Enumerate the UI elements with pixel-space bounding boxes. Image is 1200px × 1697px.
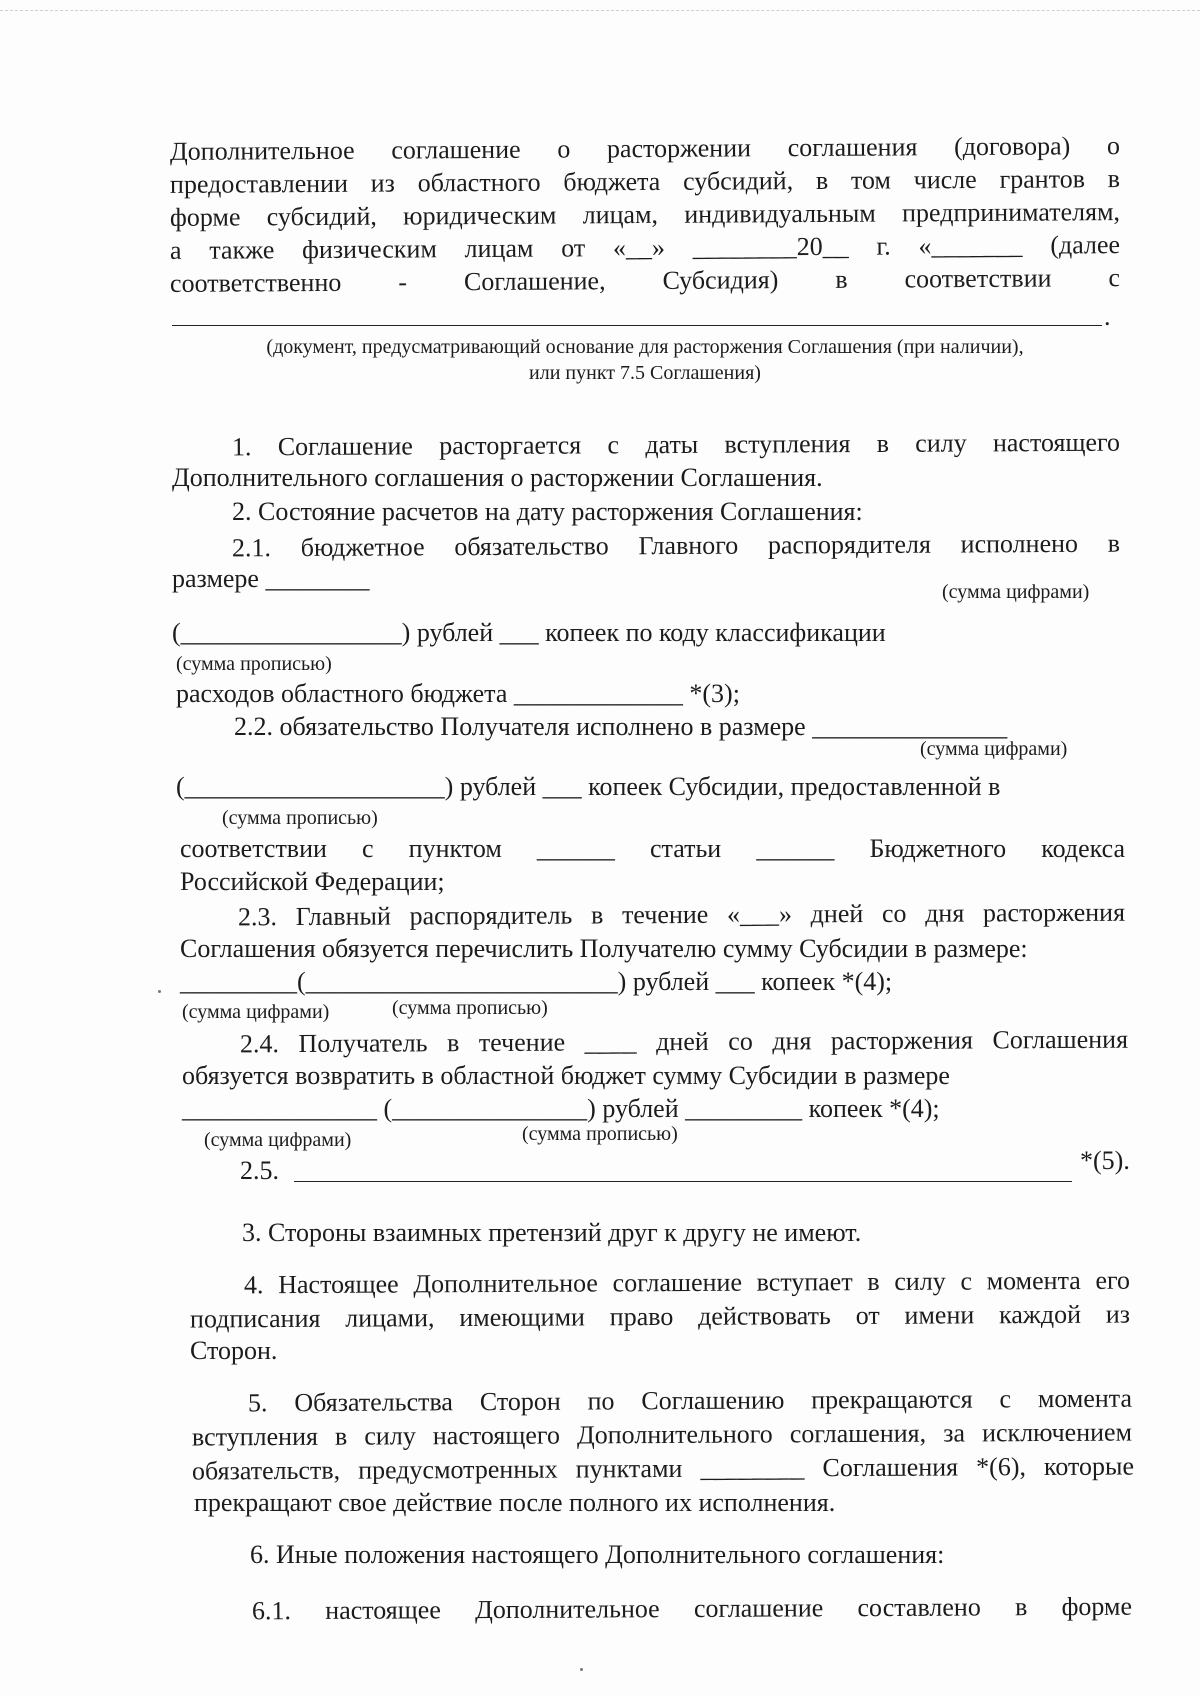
intro-line-1: Дополнительное соглашение о расторжении соглашения (договора) о	[169, 131, 1121, 166]
intro-line-3: форме субсидий, юридическим лицам, индивидуальным предпринимателям,	[169, 197, 1121, 232]
p24-line-1: 2.4. Получатель в течение ____ дней со дня расторжения Соглашения	[239, 1024, 1129, 1059]
p5-line-4: прекращают свое действие после полного их исполнения.	[194, 1488, 836, 1517]
p5-line-2: вступления в силу настоящего Дополнительного соглашения, за исключением	[191, 1417, 1133, 1452]
p2-line-1: 2. Состояние расчетов на дату расторжения Соглашения:	[232, 497, 863, 526]
p23-caption-words: (сумма прописью)	[392, 997, 548, 1019]
p23-caption-digits: (сумма цифрами)	[182, 1001, 330, 1023]
p22-line-3: соответствии с пунктом ______ статьи ______ Бюджетного кодекса	[180, 834, 1125, 863]
p5-line-1: 5. Обязательства Сторон по Соглашению прекращаются с момента	[247, 1383, 1133, 1418]
p21-caption-digits: (сумма цифрами)	[942, 581, 1090, 603]
p22-caption-words: (сумма прописью)	[222, 807, 378, 829]
p22-line-2: (____________________) рублей ___ копеек Субсидии, предоставленной в	[176, 772, 1001, 801]
p6-line-1: 6. Иные положения настоящего Дополнительного соглашения:	[250, 1540, 945, 1569]
scan-speck	[158, 990, 161, 993]
p21-line-4: расходов областного бюджета _____________ *(3);	[176, 679, 740, 708]
p24-caption-digits: (сумма цифрами)	[204, 1129, 352, 1151]
basis-caption-2: или пункт 7.5 Соглашения)	[529, 362, 761, 384]
intro-line-6-period: .	[1104, 302, 1111, 331]
p24-line-3: _______________ (_______________) рублей _________ копеек *(4);	[182, 1094, 940, 1123]
p61-line-1: 6.1. настоящее Дополнительное соглашение составлено в форме	[251, 1591, 1133, 1626]
intro-line-2: предоставлении из областного бюджета субсидий, в том числе грантов в	[169, 164, 1121, 199]
p22-caption-digits: (сумма цифрами)	[920, 738, 1068, 760]
p23-line-3: _________(________________________) рублей ___ копеек *(4);	[180, 967, 893, 996]
p4-line-2: подписания лицами, имеющими право действовать от имени каждой из	[189, 1299, 1131, 1334]
p4-line-1: 4. Настоящее Дополнительное соглашение вступает в силу с момента его	[243, 1265, 1131, 1300]
p21-line-2: размере ________	[172, 564, 370, 593]
p4-line-3: Сторон.	[190, 1336, 278, 1365]
p24-caption-words: (сумма прописью)	[522, 1123, 678, 1145]
p25-blank	[294, 1181, 1072, 1182]
p22-line-4: Российской Федерации;	[180, 867, 445, 896]
intro-line-5: соответственно - Соглашение, Субсидия) в соответствии с	[169, 263, 1121, 298]
p23-line-1: 2.3. Главный распорядитель в течение «___» дней со дня расторжения	[237, 897, 1126, 932]
p3-line-1: 3. Стороны взаимных претензий друг к другу не имеют.	[242, 1218, 862, 1247]
p1-line-1: 1. Соглашение расторгается с даты вступления в силу настоящего	[231, 427, 1121, 462]
p21-line-1: 2.1. бюджетное обязательство Главного распорядителя исполнено в	[231, 528, 1121, 563]
p21-line-3: (_________________) рублей ___ копеек по коду классификации	[172, 618, 886, 647]
p21-caption-words: (сумма прописью)	[176, 653, 332, 675]
scan-speck	[580, 1668, 583, 1671]
p5-line-3: обязательств, предусмотренных пунктами ________ Соглашения *(6), которые	[191, 1451, 1135, 1486]
p23-line-2: Соглашения обязуется перечислить Получателю сумму Субсидии в размере:	[180, 934, 1028, 963]
p22-line-1: 2.2. обязательство Получателя исполнено в размере _______________	[234, 712, 1008, 741]
p1-line-2: Дополнительного соглашения о расторжении Соглашения.	[172, 463, 823, 492]
basis-caption-1: (документ, предусматривающий основание для расторжения Соглашения (при наличии),	[266, 336, 1024, 358]
scan-edge-line	[0, 10, 1200, 11]
p25-label: 2.5.	[240, 1156, 279, 1185]
intro-line-4: а также физическим лицам от «__» ________20__ г. «_______ (далее	[169, 230, 1121, 265]
basis-document-blank	[172, 325, 1102, 326]
p25-end: *(5).	[1080, 1146, 1130, 1175]
p24-line-2: обязуется возвратить в областной бюджет сумму Субсидии в размере	[182, 1061, 950, 1090]
